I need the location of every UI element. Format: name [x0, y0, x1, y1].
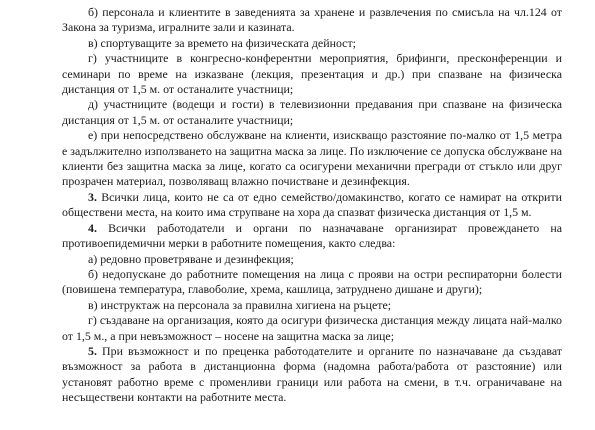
paragraph-text: д) участниците (водещи и гости) в телевизионни предавания при спазване на физическа дистанция от 1,5 м. от останалите участници; [62, 97, 562, 127]
paragraph-text: б) недопускане до работните помещения на лица с прояви на остри респираторни болести (повишена температура, главоболие, хрема, кашлица, затруднено дишане и други); [62, 266, 562, 297]
document-body [62, 5, 562, 406]
paragraph-text: в) инструктаж на персонала за правилна хигиена на ръцете; [88, 297, 392, 312]
paragraph-text: е) при непосредствено обслужване на клиенти, изискващо разстояние по-малко от 1,5 метра е задължително използването на защитна маска за лице. По изключение се допуска обслужване на клиенти без защитна маска за лице, когато са осигурени механични прегради от стъкло или друг прозрачен материал, позволяващ влажно почистване и дезинфекция. [62, 128, 562, 189]
paragraph-item-g-conferences [62, 51, 562, 97]
paragraph-item-b-symptoms [62, 267, 562, 298]
paragraph-item-d-tv-participants [62, 97, 562, 128]
paragraph-text: Всички работодатели и органи по назначаване организират провеждането на противоепидемични мерки в работните помещения, както следва: [62, 220, 562, 251]
paragraph-item-v-hygiene [62, 298, 562, 313]
paragraph-item-e-client-service [62, 128, 562, 190]
paragraph-number: 4. [88, 220, 97, 235]
paragraph-text: При възможност и по преценка работодателите и органите по назначаване да създават възможност за работа в дистанционна форма (надомна работа/работа от разстояние) или установят работно време с променливи граници или работа на смени, в т.ч. ограничаване на несъществени контакти на работните места. [62, 343, 562, 405]
paragraph-item-a-ventilation [62, 252, 562, 267]
paragraph-text: г) създаване на организация, която да осигури физическа дистанция между лицата най-малко от 1,5 м., а при невъзможност – носене на защитна маска за лице; [62, 313, 562, 343]
paragraph-text: а) редовно проветряване и дезинфекция; [88, 251, 294, 266]
paragraph-point-3 [62, 190, 562, 221]
paragraph-text: г) участниците в конгресно-конферентни мероприятия, брифинги, пресконференции и семинари по време на изказване (лекция, презентация и др.) при спазване на физическа дистанция от 1,5 м. от останалите участници; [62, 51, 562, 97]
paragraph-point-5 [62, 344, 562, 406]
paragraph-number: 5. [88, 343, 97, 358]
paragraph-item-g-distance [62, 313, 562, 344]
paragraph-number: 3. [88, 189, 97, 204]
paragraph-text: в) спортуващите за времето на физическата дейност; [88, 35, 356, 50]
paragraph-text: Всички лица, които не са от едно семейство/домакинство, когато се намират на открити обществени места, на които има струпване на хора да спазват физическа дистанция от 1,5 м. [62, 189, 562, 220]
paragraph-point-4 [62, 221, 562, 252]
paragraph-item-b-catering [62, 5, 562, 36]
paragraph-text: б) персонала и клиентите в заведенията за хранене и развлечения по смисъла на чл.124 от Закона за туризма, игралните зали и казината. [62, 5, 562, 35]
paragraph-item-v-sports [62, 36, 562, 51]
